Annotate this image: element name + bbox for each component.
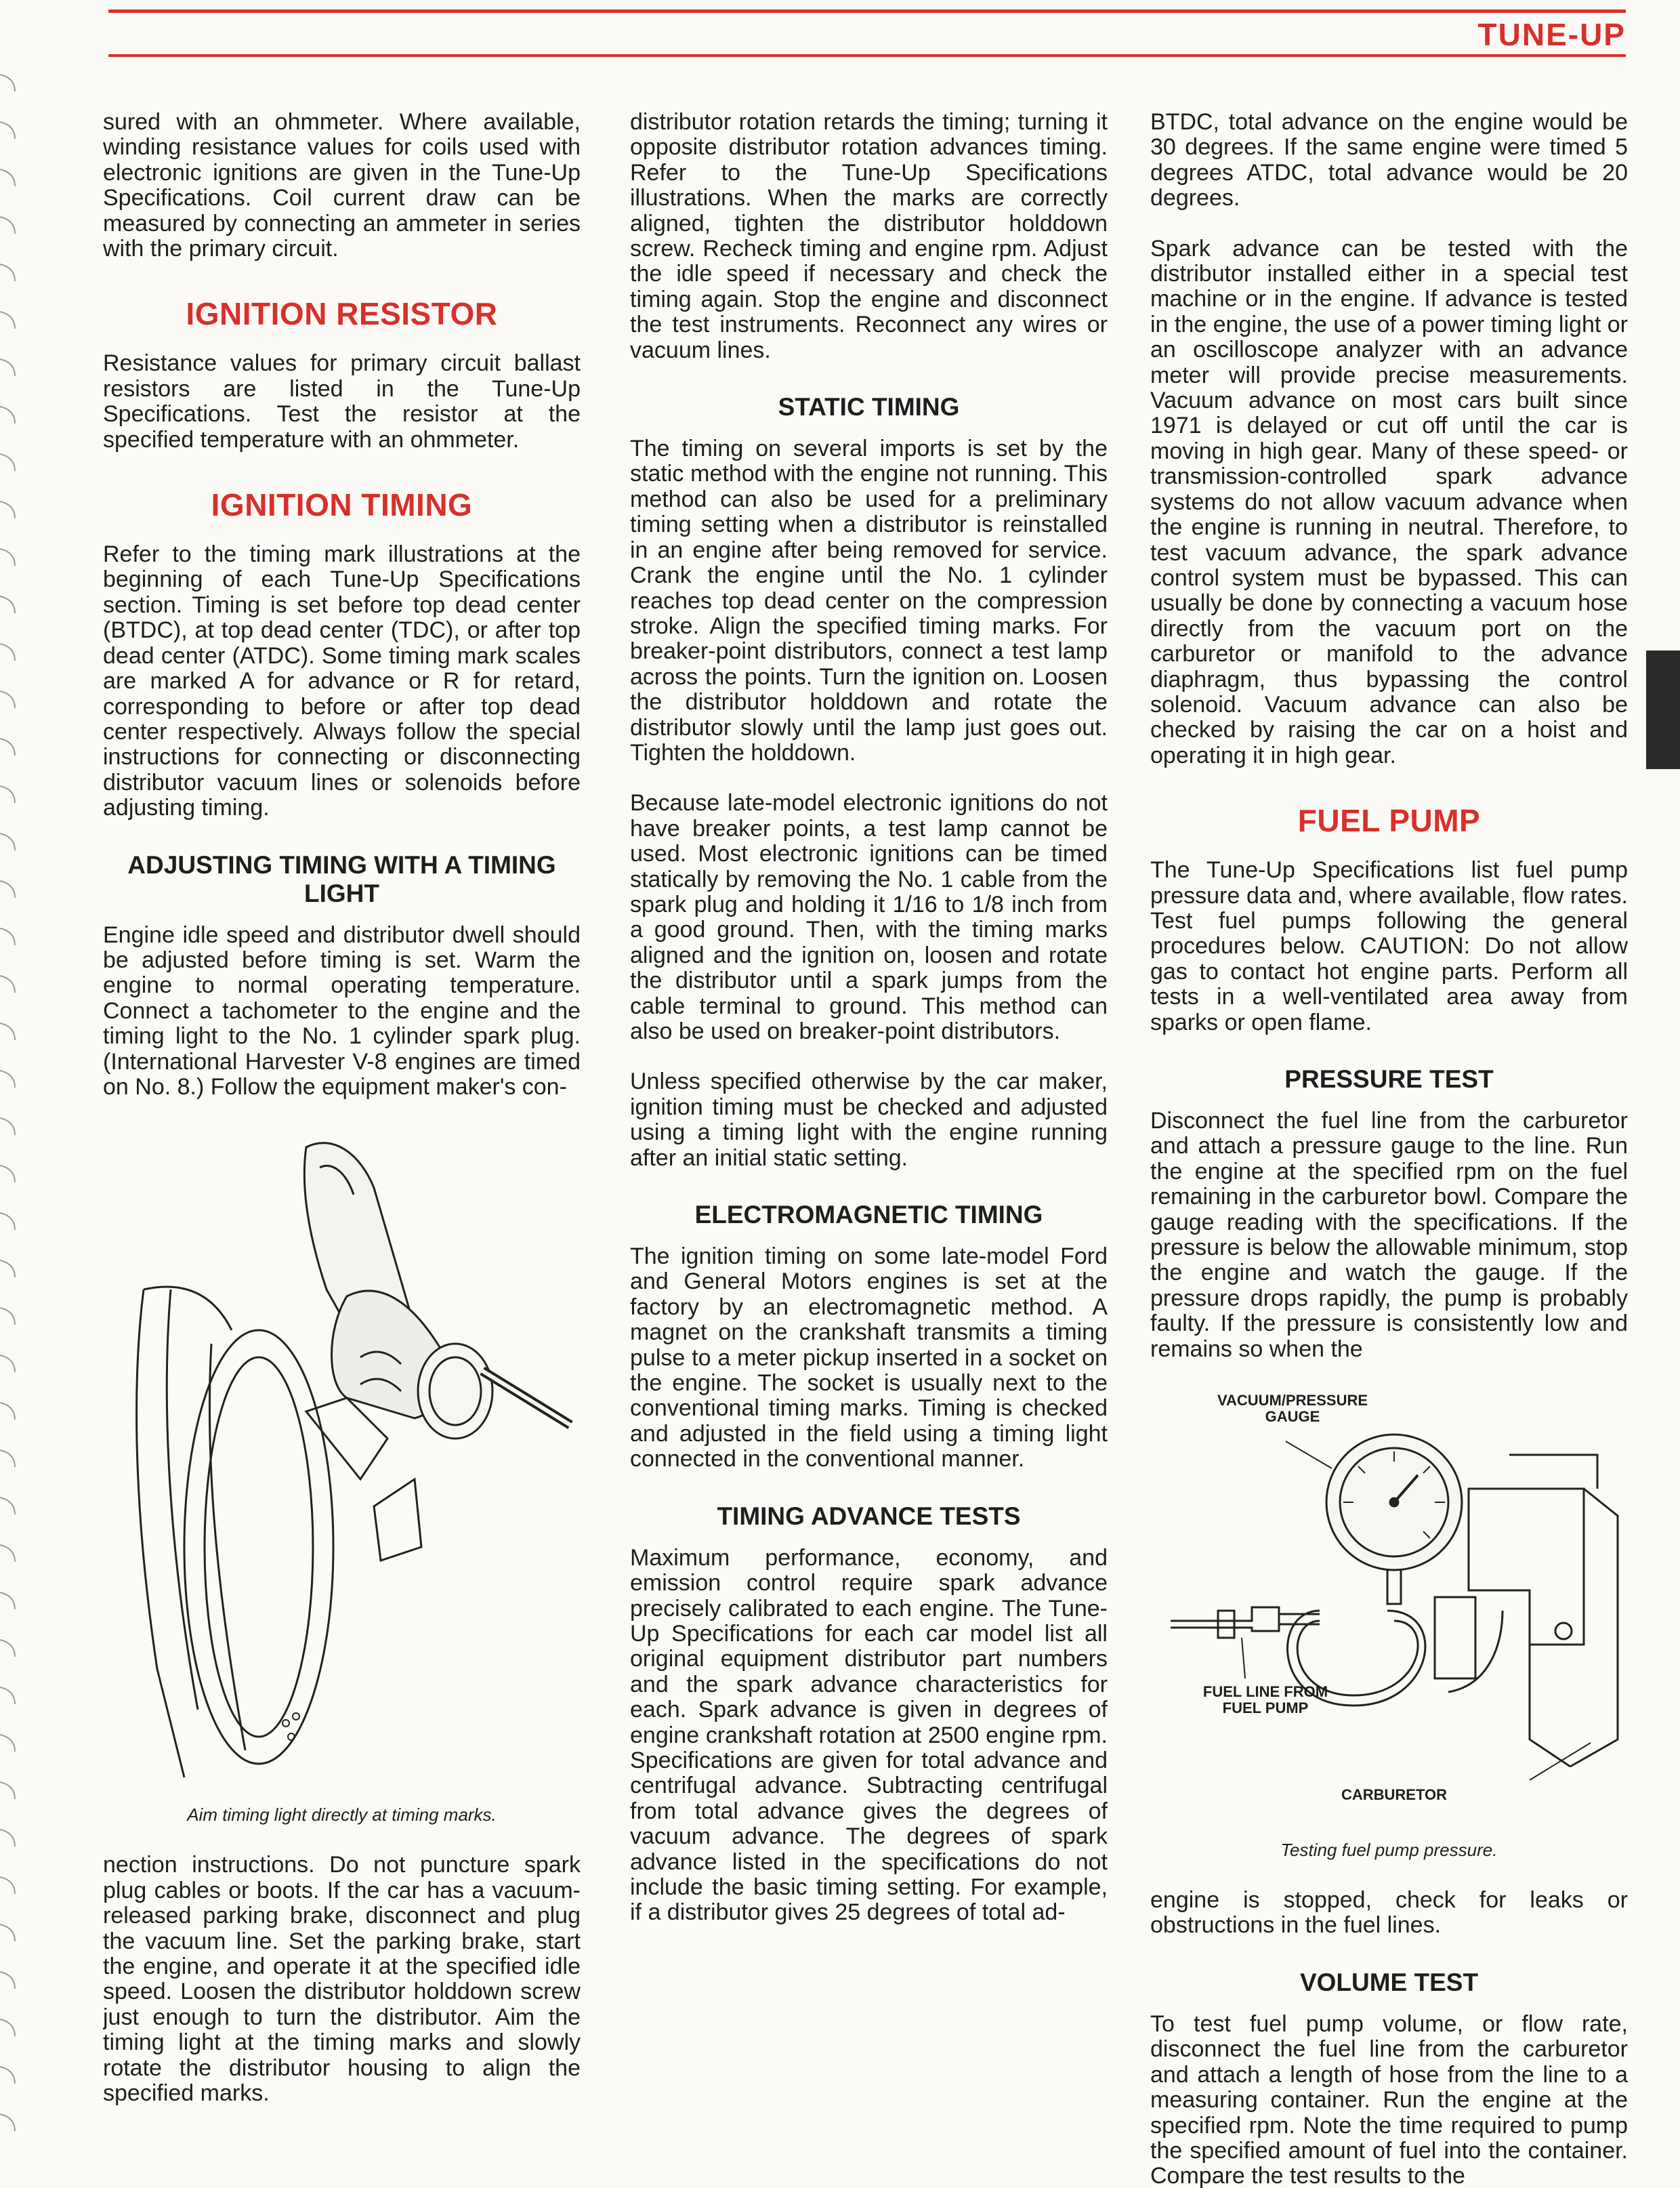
paragraph: nection instructions. Do not puncture spark plug cables or boots. If the car has a vacuum-released parking brake, disconnect and plug the vacuum line. Set the parking brake, start the engine, and operate it at the specified idle speed. Loosen the distributor holddown screw just enough to turn the distributor. Aim the timing light at the timing marks and slowly rotate the distributor housing to align the specified marks. <box>103 1852 581 2107</box>
pressure-gauge-drawing <box>1150 1387 1628 1821</box>
heading-adjusting-timing: ADJUSTING TIMING WITH A TIMING LIGHT <box>127 850 556 907</box>
paragraph: Spark advance can be tested with the distributor installed either in a special test machine or in the engine. If advance is tested in the engine, the use of a power timing light or an oscilloscope analyzer with an advance meter will provide precise measurements. Vacuum advance on most cars built since 1971 is delayed or cut off until the car is moving in high gear. Many of these speed- or transmission-controlled spark advance systems do not allow vacuum advance when the engine is running in neutral. Therefore, to test vacuum advance, the spark advance control system must be bypassed. This can usually be done by connecting a vacuum hose directly from the vacuum port on the carburetor or manifold to the advance diaphragm, thus bypassing the control solenoid. Vacuum advance can also be checked by raising the car on a hoist and operating it in high gear. <box>1150 235 1628 768</box>
heading-pressure-test: PRESSURE TEST <box>1284 1065 1494 1093</box>
paragraph: BTDC, total advance on the engine would be 30 degrees. If the same engine were timed 5 degrees ATDC, total advance would be 20 degrees. <box>1150 110 1628 211</box>
paragraph: Engine idle speed and distributor dwell should be adjusted before timing is set. Warm the engine to normal operating temperature. Connect a tachometer to the engine and the timing light to the No. 1 cylinder spark plug. (International Harvester V-8 engines are timed on No. 8.) Follow the equipment maker's con- <box>103 922 581 1100</box>
heading-volume-test: VOLUME TEST <box>1299 1968 1479 1996</box>
header-rule-top <box>108 9 1626 13</box>
column-left <box>103 110 581 2188</box>
heading-timing-advance-tests: TIMING ADVANCE TESTS <box>717 1502 1021 1530</box>
paragraph: Refer to the timing mark illustrations at the beginning of each Tune-Up Specifications section. Timing is set before top dead center (BTDC), at top dead center (TDC), or after top dead center (ATDC). Some timing mark scales are marked A for advance or R for retard, corresponding to before or after top dead center respectively. Always follow the special instructions for connecting or disconnecting distributor vacuum lines or solenoids before adjusting timing. <box>103 541 581 821</box>
heading-static-timing: STATIC TIMING <box>778 393 960 421</box>
paragraph: sured with an ohmmeter. Where available, winding resistance values for coils used with electronic ignitions are given in the Tune-Up Specifications. Coil current draw can be measured by connecting an ammeter in series with the primary circuit. <box>103 110 581 262</box>
timing-light-illustration <box>103 1127 581 1804</box>
timing-light-drawing <box>103 1127 581 1804</box>
paragraph: To test fuel pump volume, or flow rate, disconnect the fuel line from the carburetor and attach a length of hose from the line to a measuring container. Run the engine at the specified rpm. Note the time required to pump the specified amount of fuel into the container. Compare the test results to the <box>1150 2010 1628 2188</box>
paragraph: Unless specified otherwise by the car maker, ignition timing must be checked and adjusted using a timing light with the engine running after an initial static setting. <box>630 1069 1108 1171</box>
heading-electromagnetic-timing: ELECTROMAGNETIC TIMING <box>694 1201 1043 1229</box>
column-middle <box>630 110 1108 2188</box>
paragraph: The Tune-Up Specifications list fuel pump pressure data and, where available, flow rates. Test fuel pumps following the general procedures below. CAUTION: Do not allow gas to contact hot engine parts. Perform all tests in a well-ventilated area away from sparks or open flame. <box>1150 857 1628 1035</box>
heading-ignition-timing: IGNITION TIMING <box>211 487 473 523</box>
binder-holes <box>0 0 41 2188</box>
label-fuel-line: FUEL LINE FROM FUEL PUMP <box>1202 1683 1328 1717</box>
section-title: TUNE-UP <box>1477 17 1626 52</box>
heading-ignition-resistor: IGNITION RESISTOR <box>186 296 498 332</box>
label-carburetor: CARBURETOR <box>1341 1786 1448 1804</box>
figure-caption: Aim timing light directly at timing marks. <box>187 1804 497 1825</box>
column-right <box>1150 110 1628 2188</box>
paragraph: Disconnect the fuel line from the carburetor and attach a pressure gauge to the line. Run the engine at the specified rpm on the fuel remaining in the carburetor bowl. Compare the gauge reading with the specifications. If the pressure is below the allowable minimum, stop the engine and watch the gauge. If the pressure drops rapidly, the pump is probably faulty. If the pressure is consistently low and remains so when the <box>1150 1108 1628 1362</box>
paragraph: Maximum performance, economy, and emission control require spark advance precisely calibrated to each engine. The Tune-Up Specifications for each car model list all original equipment distributor part numbers and the spark advance characteristics for each. Spark advance is given in degrees of engine crankshaft rotation at 2500 engine rpm. Specifications are given for total advance and centrifugal advance. Subtracting centrifugal from total advance gives the degrees of vacuum advance. The degrees of spark advance listed in the specifications do not include the basic timing setting. For example, if a distributor gives 25 degrees of total ad- <box>630 1544 1108 1926</box>
paragraph: The ignition timing on some late-model Ford and General Motors engines is set at the factory by an electromagnetic method. A magnet on the crankshaft transmits a timing pulse to a meter pickup inserted in a socket on the engine. The socket is usually next to the conventional timing marks. Timing is checked and adjusted in the field using a timing light connected in the conventional manner. <box>630 1243 1108 1472</box>
header-rule-bottom <box>108 54 1626 57</box>
figure-caption: Testing fuel pump pressure. <box>1280 1840 1498 1861</box>
paragraph: distributor rotation retards the timing; turning it opposite distributor rotation advances timing. Refer to the Tune-Up Specifications illustrations. When the marks are correctly aligned, tighten the distributor holddown screw. Recheck timing and engine rpm. Adjust the idle speed if necessary and check the timing again. Stop the engine and disconnect the test instruments. Reconnect any wires or vacuum lines. <box>630 110 1108 363</box>
fuel-pump-pressure-illustration <box>1150 1387 1628 1821</box>
paragraph: Resistance values for primary circuit ballast resistors are listed in the Tune-Up Specifications. Test the resistor at the specified temperature with an ohmmeter. <box>103 350 581 453</box>
label-gauge: VACUUM/PRESSURE GAUGE <box>1217 1392 1368 1426</box>
section-thumb-tab <box>1646 651 1680 769</box>
heading-fuel-pump: FUEL PUMP <box>1297 803 1481 839</box>
paragraph: The timing on several imports is set by the static method with the engine not running. This method can also be used for a preliminary timing setting when a distributor is reinstalled in an engine after being removed for service. Crank the engine until the No. 1 cylinder reaches top dead center on the compression stroke. Align the specified timing marks. For breaker-point distributors, connect a test lamp across the points. Turn the ignition on. Loosen the distributor holddown and rotate the distributor slowly until the lamp just goes out. Tighten the holddown. <box>630 436 1108 766</box>
paragraph: Because late-model electronic ignitions do not have breaker points, a test lamp cannot be used. Most electronic ignitions can be timed statically by removing the No. 1 cable from the spark plug and holding it 1/16 to 1/8 inch from a good ground. Then, with the timing marks aligned and the ignition on, loosen and rotate the distributor until a spark jumps from the cable terminal to ground. This method can also be used on breaker-point distributors. <box>630 790 1108 1044</box>
paragraph: engine is stopped, check for leaks or obstructions in the fuel lines. <box>1150 1887 1628 1939</box>
